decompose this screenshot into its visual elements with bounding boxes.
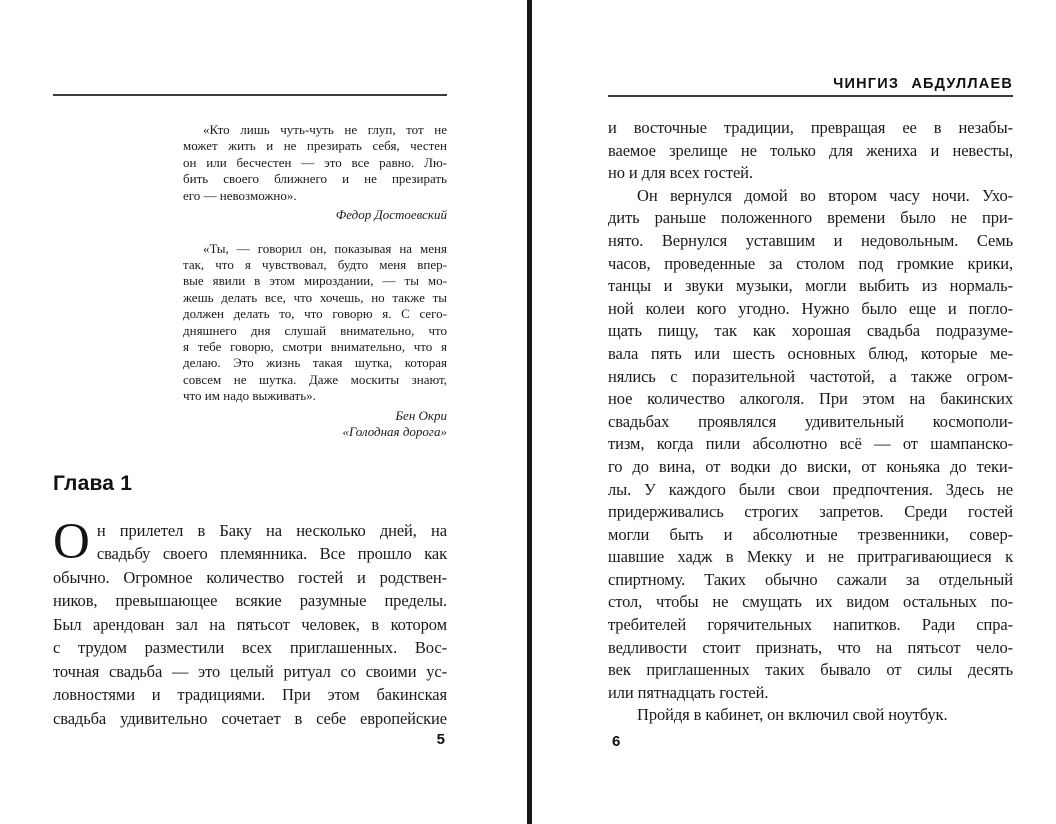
epigraph-line: бить своего ближнего и не презирать: [183, 171, 447, 187]
paragraph-wedding: [608, 185, 1013, 705]
body-line: Был арендован зал на пятьсот человек, в котором: [53, 614, 447, 634]
body-line: обычно. Огромное количество гостей и родствен-: [53, 567, 447, 587]
body-line: могли быть и абсолютные трезвенники, совер-: [608, 524, 1013, 544]
body-line: н прилетел в Баку на несколько дней, на: [96, 520, 447, 540]
body-line: Он вернулся домой во втором часу ночи. Ухо-: [637, 185, 1013, 205]
epigraph-line: его — невозможно».: [183, 187, 297, 203]
body-line: го до вина, от водки до виски, от коньяка до теки-: [608, 456, 1013, 476]
body-line: свадьбах проявлялся удивительный космополи-: [608, 411, 1013, 431]
body-line: и восточные традиции, превращая ее в незабы-: [608, 118, 1013, 137]
body-line: свадьбу своего племянника. Все прошло как: [96, 544, 447, 564]
body-line: точная свадьба — это целый ритуал со своими ус-: [53, 661, 447, 681]
body-line: ников, превышающее всякие разумные пределы.: [53, 591, 447, 611]
epigraph-line: делаю. Это жизнь такая шутка, которая: [183, 355, 447, 371]
body-line: щать пищу, так как хорошая свадьба подразуме-: [608, 321, 1013, 341]
page-number-left: 5: [436, 731, 445, 748]
attribution-line: Федор Достоевский: [335, 207, 447, 223]
body-line: век приглашенных таких бывало от силы десять: [608, 660, 1013, 680]
body-line: ное количество алкоголя. При этом на бакинских: [608, 389, 1013, 409]
epigraph-line: он или бесчестен — это все равно. Лю-: [183, 154, 447, 170]
body-line: ной колеи кого угодно. Нужно было еще и погло-: [608, 298, 1013, 318]
body-line: часов, проведенные за столом под громкие крики,: [608, 253, 1013, 273]
body-line: или пятнадцать гостей.: [608, 682, 769, 702]
body-line: но и для всех гостей.: [608, 163, 753, 183]
body-line: нялись с поразительной частотой, а также огром-: [608, 366, 1013, 386]
opening-paragraph: [53, 513, 447, 731]
drop-cap: О: [53, 513, 90, 570]
opening-paragraph-lines: [53, 513, 447, 731]
epigraph-line: так, что я чувствовал, будто меня впер-: [183, 256, 447, 272]
body-line: дить раньше положенного времени было не при-: [608, 208, 1013, 228]
body-line: спиртному. Таких обычно сажали за отдельный: [608, 569, 1013, 589]
body-line: лы. У каждого были свои предпочтения. Здесь не: [608, 479, 1013, 499]
attribution-line: Бен Окри: [395, 407, 447, 423]
epigraph-attribution-okri: [183, 408, 447, 441]
body-line: стол, чтобы не смущать их видом остальных по-: [608, 592, 1013, 612]
body-line: придерживались строгих запретов. Среди гостей: [608, 502, 1013, 522]
page-gutter-divider: [527, 0, 532, 824]
body-line: тизм, когда пили абсолютно всё — от шампанско-: [608, 434, 1013, 454]
running-header-author: ЧИНГИЗ АБДУЛЛАЕВ: [833, 76, 1013, 92]
epigraph-line: дняшнего дня слушай внимательно, что: [183, 322, 447, 338]
epigraph-line: жешь делать все, что хочешь, но также ты: [183, 289, 447, 305]
body-line: ловностями и традициями. При этом бакинская: [53, 685, 447, 705]
body-line: нято. Вернулся уставшим и недовольным. Семь: [608, 230, 1013, 250]
body-line: Пройдя в кабинет, он включил свой ноутбук.: [637, 705, 948, 725]
epigraph-line: может жить и не презирать себя, честен: [183, 138, 447, 154]
chapter-heading: Глава 1: [53, 471, 133, 495]
epigraph-okri: [183, 241, 447, 405]
epigraph-line: должен делать то, что говорю я. С сего-: [183, 306, 447, 322]
right-page: [608, 0, 1013, 824]
epigraph-attribution-dostoevsky: [183, 207, 447, 224]
body-line: ваемое зрелище не только для жениха и невесты,: [608, 140, 1013, 160]
paragraph-continuation: [608, 117, 1013, 185]
page-number-right: 6: [612, 733, 621, 750]
body-line: шавшие хадж в Мекку и не притрагивающиеся к: [608, 547, 1013, 567]
epigraph-line: «Кто лишь чуть-чуть не глуп, тот не: [203, 122, 447, 137]
header-rule-right: [608, 95, 1013, 97]
epigraph-line: я тебе говорю, смотри внимательно, что я: [183, 338, 447, 354]
epigraph-line: вые явили в этом мироздании, — ты мо-: [183, 273, 447, 289]
epigraph-line: «Ты, — говорил он, показывая на меня: [203, 240, 447, 256]
body-line: свадьба удивительно сочетает в себе европейские: [53, 708, 447, 728]
epigraph-line: совсем не шутка. Даже москиты знают,: [183, 371, 447, 387]
left-page: [53, 0, 447, 824]
body-line: вала пять или шесть основных блюд, которые ме-: [608, 343, 1013, 363]
body-line: танцы и звуки музыки, могли выбить из нормаль-: [608, 276, 1013, 296]
header-rule-left: [53, 94, 447, 96]
paragraph-laptop: [608, 704, 1013, 727]
epigraph-dostoevsky: [183, 122, 447, 204]
attribution-line: «Голодная дорога»: [342, 424, 447, 440]
body-line: ведливости стоит признать, что на пятьсот чело-: [608, 637, 1013, 657]
epigraph-line: что им надо выживать».: [183, 388, 316, 404]
body-line: требителей горячительных напитков. Ради спра-: [608, 615, 1013, 635]
body-line: с трудом разместили всех приглашенных. Вос-: [53, 638, 447, 658]
